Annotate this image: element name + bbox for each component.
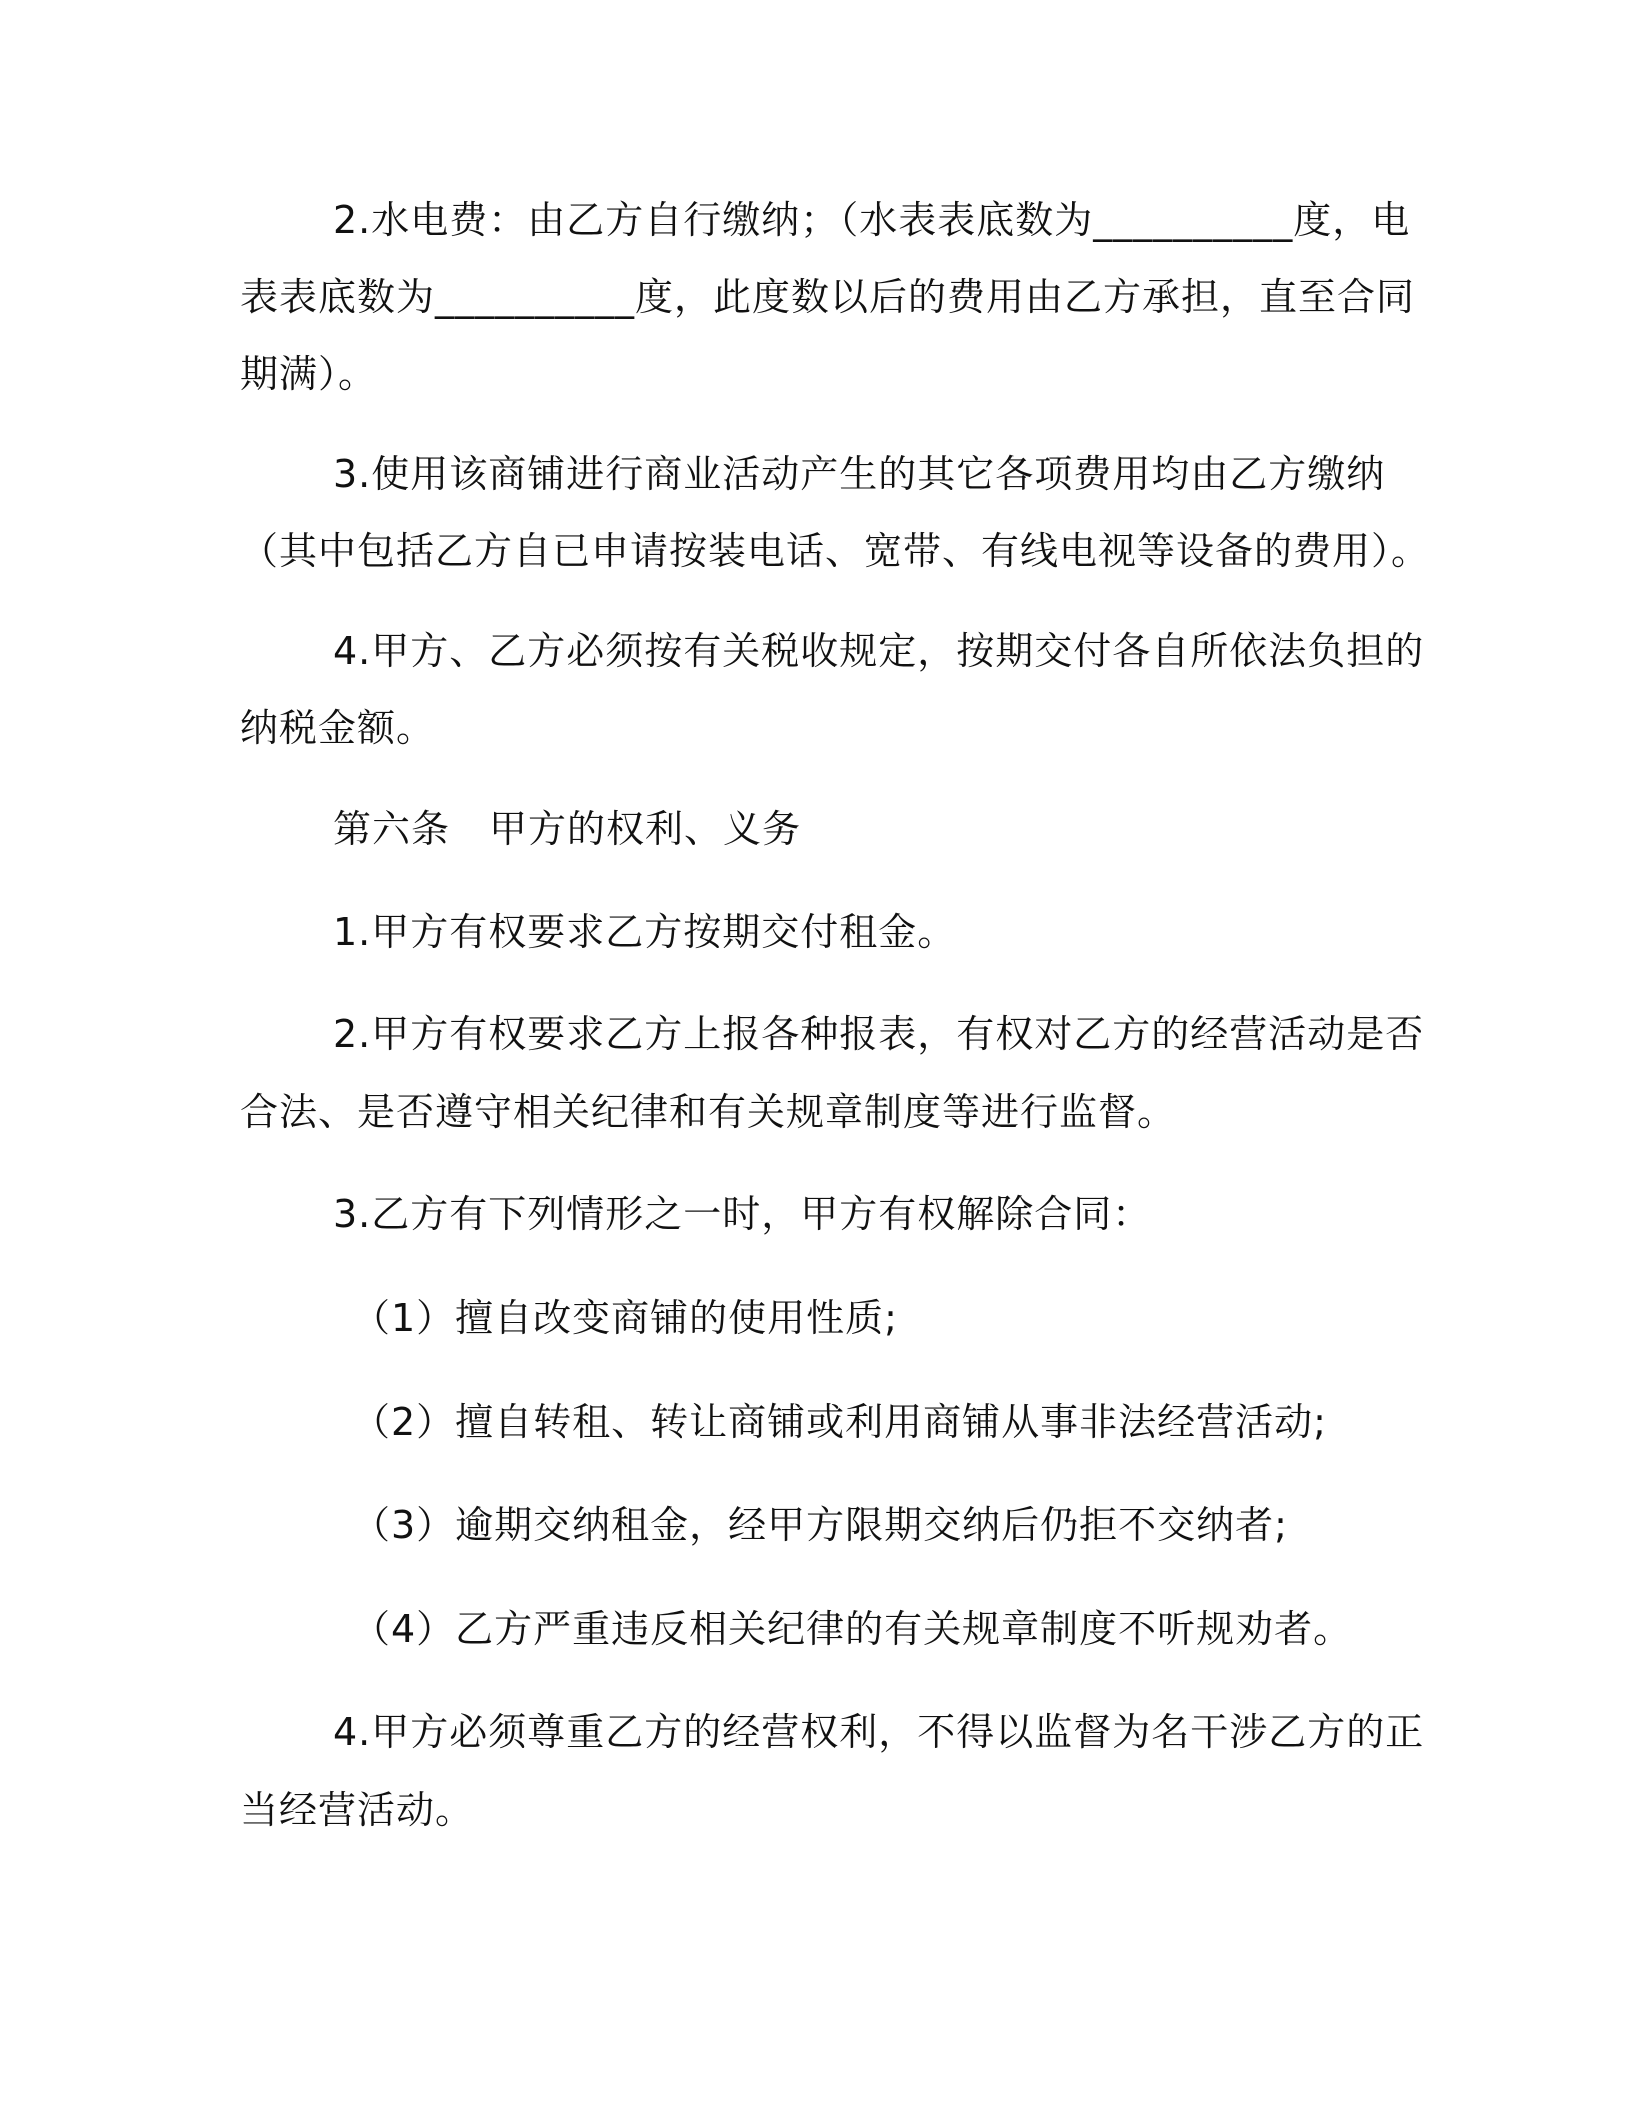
section-heading-article-6: 第六条 甲方的权利、义务 <box>333 807 802 851</box>
paragraph-other-fees-line-2: （其中包括乙方自已申请按装电话、宽带、有线电视等设备的费用）。 <box>240 529 1431 573</box>
list-item-3: （3）逾期交纳租金，经甲方限期交纳后仍拒不交纳者; <box>352 1503 1288 1547</box>
paragraph-right-4-line-2: 当经营活动。 <box>240 1788 475 1832</box>
paragraph-utilities-line-2: 表表底数为__________度，此度数以后的费用由乙方承担，直至合同 <box>240 275 1416 319</box>
paragraph-tax-line-2: 纳税金额。 <box>240 706 436 750</box>
paragraph-right-1: 1.甲方有权要求乙方按期交付租金。 <box>333 910 957 954</box>
paragraph-right-3: 3.乙方有下列情形之一时，甲方有权解除合同： <box>333 1192 1152 1236</box>
paragraph-utilities-line-1: 2.水电费：由乙方自行缴纳；（水表表底数为__________度，电 <box>333 198 1411 242</box>
list-item-4: （4）乙方严重违反相关纪律的有关规章制度不听规劝者。 <box>352 1607 1353 1651</box>
paragraph-tax-line-1: 4.甲方、乙方必须按有关税收规定，按期交付各自所依法负担的 <box>333 629 1425 673</box>
paragraph-other-fees-line-1: 3.使用该商铺进行商业活动产生的其它各项费用均由乙方缴纳 <box>333 452 1386 496</box>
paragraph-right-4-line-1: 4.甲方必须尊重乙方的经营权利，不得以监督为名干涉乙方的正 <box>333 1710 1425 1754</box>
paragraph-right-2-line-2: 合法、是否遵守相关纪律和有关规章制度等进行监督。 <box>240 1090 1177 1134</box>
list-item-2: （2）擅自转租、转让商铺或利用商铺从事非法经营活动; <box>352 1400 1327 1444</box>
paragraph-utilities-line-3: 期满）。 <box>240 352 378 396</box>
paragraph-right-2-line-1: 2.甲方有权要求乙方上报各种报表，有权对乙方的经营活动是否 <box>333 1012 1425 1056</box>
list-item-1: （1）擅自改变商铺的使用性质; <box>352 1296 898 1340</box>
